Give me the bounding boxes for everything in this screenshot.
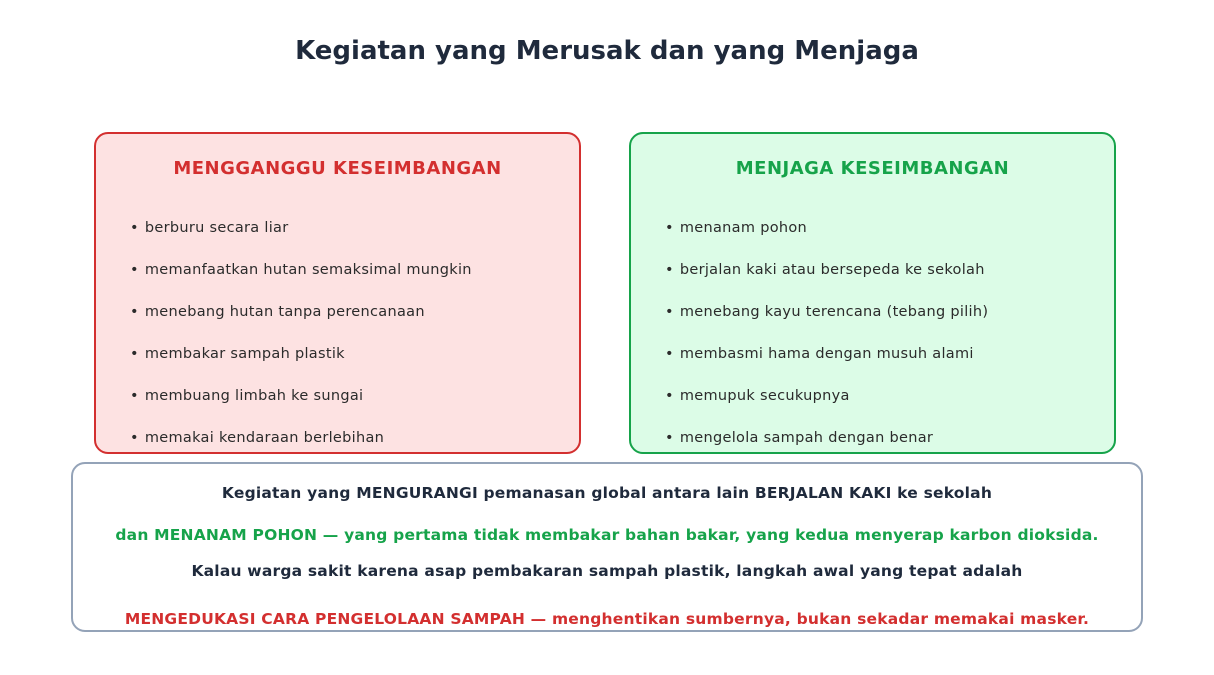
maintaining-balance-heading: MENJAGA KESEIMBANGAN <box>735 158 1010 179</box>
list-item: • memakai kendaraan berlebihan <box>130 430 385 446</box>
bullet-icon: • <box>130 430 139 446</box>
bullet-icon: • <box>665 220 674 236</box>
bullet-icon: • <box>665 304 674 320</box>
list-item: • menebang kayu terencana (tebang pilih) <box>665 304 989 320</box>
disrupting-balance-heading: MENGGANGGU KESEIMBANGAN <box>173 158 502 179</box>
bullet-icon: • <box>665 346 674 362</box>
list-item: • memanfaatkan hutan semaksimal mungkin <box>130 262 472 278</box>
summary-line-question: Kalau warga sakit karena asap pembakaran sampah plastik, langkah awal yang tepat adalah <box>191 562 1023 580</box>
disrupting-balance-box <box>94 132 581 454</box>
bullet-icon: • <box>130 346 139 362</box>
list-item: • membakar sampah plastik <box>130 346 345 362</box>
maintaining-balance-box <box>629 132 1116 454</box>
bullet-icon: • <box>130 220 139 236</box>
bullet-icon: • <box>665 430 674 446</box>
page-title: Kegiatan yang Merusak dan yang Menjaga <box>295 36 919 66</box>
summary-line-answer: MENGEDUKASI CARA PENGELOLAAN SAMPAH — menghentikan sumbernya, bukan sekadar memakai masker. <box>124 610 1090 628</box>
bullet-icon: • <box>130 304 139 320</box>
bullet-icon: • <box>130 388 139 404</box>
list-item: • mengelola sampah dengan benar <box>665 430 934 446</box>
list-item: • membasmi hama dengan musuh alami <box>665 346 974 362</box>
summary-box <box>71 462 1143 632</box>
list-item: • menebang hutan tanpa perencanaan <box>130 304 425 320</box>
list-item: • membuang limbah ke sungai <box>130 388 364 404</box>
bullet-icon: • <box>665 388 674 404</box>
list-item: • memupuk secukupnya <box>665 388 850 404</box>
disrupting-activities-list <box>130 220 472 472</box>
bullet-icon: • <box>665 262 674 278</box>
summary-line-reasons: dan MENANAM POHON — yang pertama tidak membakar bahan bakar, yang kedua menyerap karbon dioksida. <box>115 526 1099 544</box>
list-item: • berburu secara liar <box>130 220 289 236</box>
summary-line-reduce-warming: Kegiatan yang MENGURANGI pemanasan global antara lain BERJALAN KAKI ke sekolah <box>221 484 993 502</box>
maintaining-activities-list <box>665 220 988 472</box>
list-item: • berjalan kaki atau bersepeda ke sekolah <box>665 262 985 278</box>
list-item: • menanam pohon <box>665 220 808 236</box>
bullet-icon: • <box>130 262 139 278</box>
